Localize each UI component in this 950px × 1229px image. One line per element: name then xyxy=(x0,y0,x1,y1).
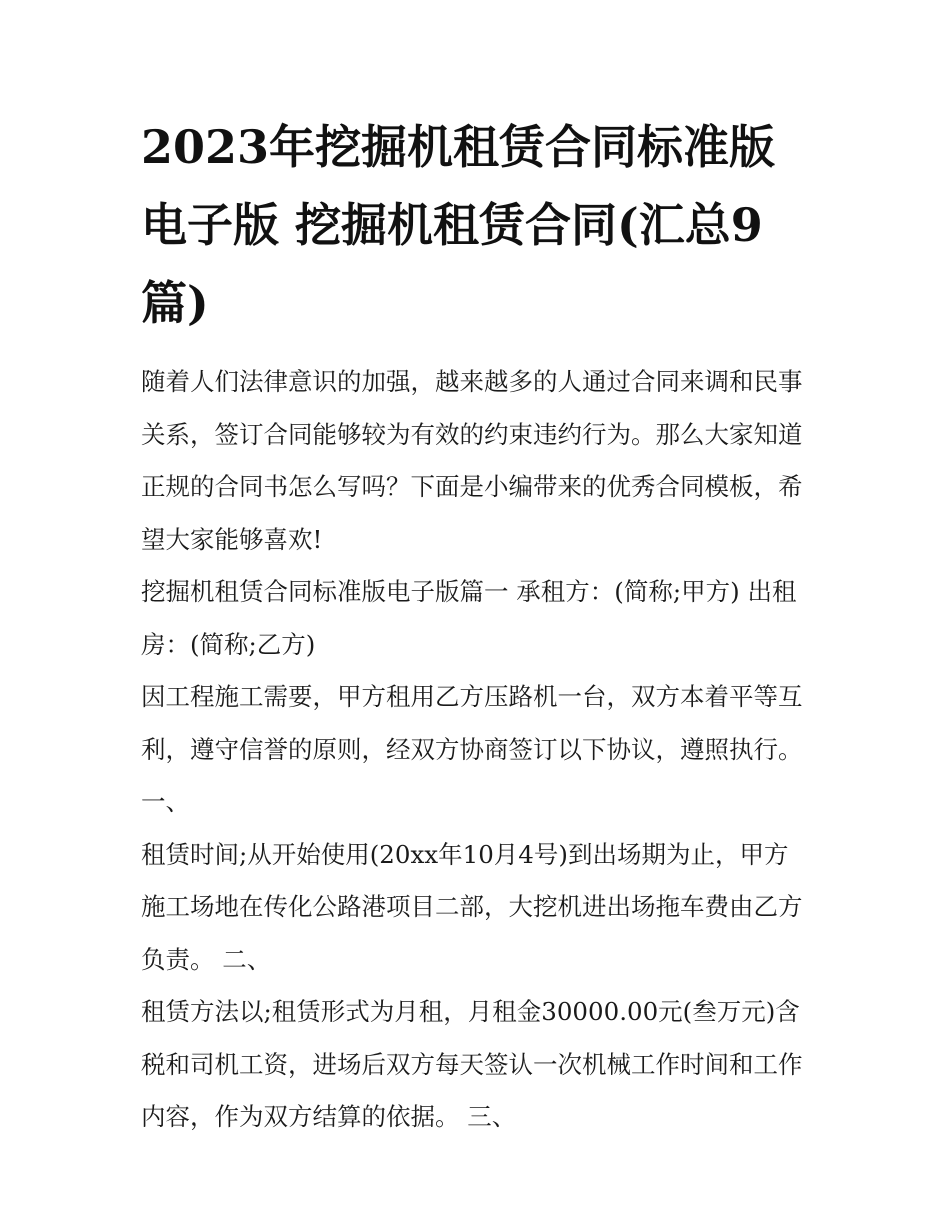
text-line: 内容，作为双方结算的依据。 三、 xyxy=(141,1102,517,1131)
text-line: 正规的合同书怎么写吗？下面是小编带来的优秀合同模板，希 xyxy=(141,472,803,501)
text-line: 施工场地在传化公路港项目二部，大挖机进出场拖车费由乙方 xyxy=(141,892,803,921)
paragraph-clause-rental-period xyxy=(141,829,821,987)
paragraph-clause-rental-method xyxy=(141,986,821,1144)
text-line: 一、 xyxy=(141,787,190,816)
text-line: 租赁方法以;租赁形式为月租，月租金30000.00元(叁万元)含 xyxy=(141,997,800,1026)
paragraph-intro xyxy=(141,356,821,566)
text-line: 挖掘机租赁合同标准版电子版篇一 承租方：(简称;甲方) 出租 xyxy=(141,577,797,606)
title-line: 篇) xyxy=(141,276,209,330)
paragraph-preamble xyxy=(141,671,821,829)
text-line: 随着人们法律意识的加强，越来越多的人通过合同来调和民事 xyxy=(141,367,803,396)
text-line: 利，遵守信誉的原则，经双方协商签订以下协议，遵照执行。 xyxy=(141,734,803,764)
paragraph-parties xyxy=(141,566,821,671)
text-line: 租赁时间;从开始使用(20xx年10月4号)到出场期为止，甲方 xyxy=(141,839,789,869)
text-line: 关系，签订合同能够较为有效的约束违约行为。那么大家知道 xyxy=(141,419,803,449)
text-line: 因工程施工需要，甲方租用乙方压路机一台，双方本着平等互 xyxy=(141,682,803,711)
text-line: 负责。 二、 xyxy=(141,944,272,974)
text-line: 房：(简称;乙方) xyxy=(141,629,316,659)
title-line: 电子版 挖掘机租赁合同(汇总9 xyxy=(141,198,763,252)
document-title xyxy=(141,108,821,342)
text-line: 税和司机工资，进场后双方每天签认一次机械工作时间和工作 xyxy=(141,1049,803,1079)
title-line: 2023年挖掘机租赁合同标准版 xyxy=(141,120,776,174)
document-body xyxy=(141,356,821,1144)
text-line: 望大家能够喜欢! xyxy=(141,524,323,554)
